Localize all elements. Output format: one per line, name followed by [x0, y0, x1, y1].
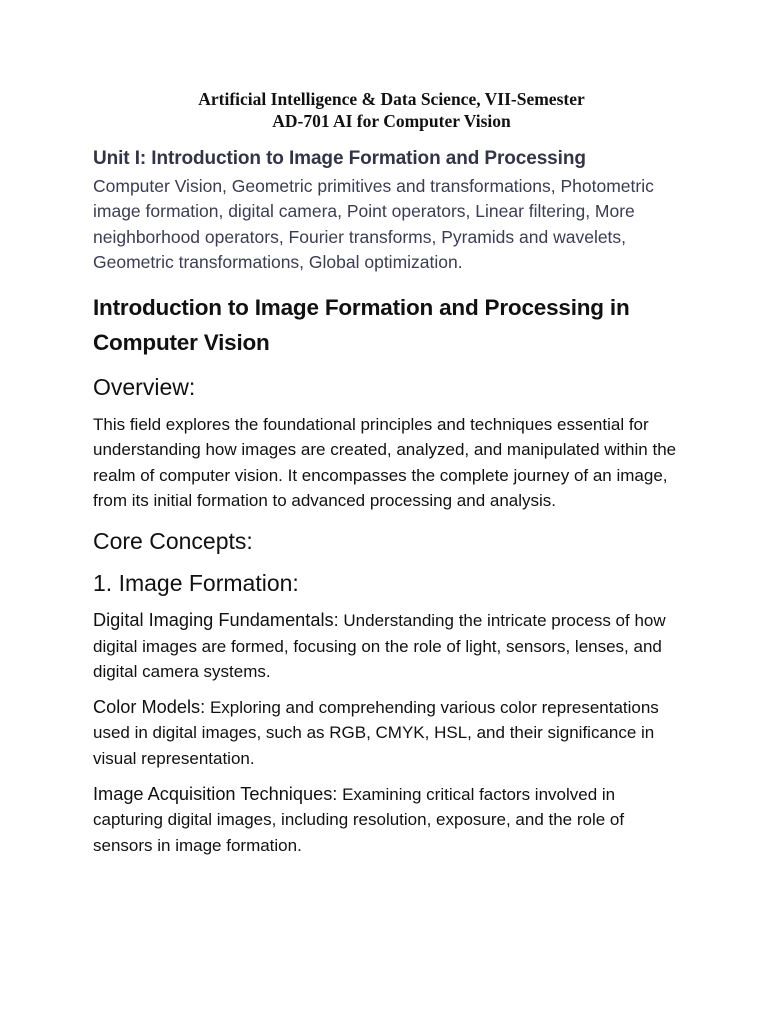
concept-desc: Understanding the intricate process of how digital images are formed, focusing on the role of light, sensors, lenses, and digital camera systems. — [93, 611, 666, 682]
course-header-line2: AD-701 AI for Computer Vision — [272, 111, 511, 131]
main-title: Introduction to Image Formation and Processing in Computer Vision — [93, 294, 630, 355]
core-concepts-heading: Core Concepts: — [93, 528, 253, 554]
concept-item — [93, 782, 682, 859]
overview-heading: Overview: — [93, 373, 196, 400]
course-header-line1: Artificial Intelligence & Data Science, VII-Semester — [198, 89, 585, 109]
concept-desc: Examining critical factors involved in capturing digital images, including resolution, exposure, and the role of sensors in image formation. — [93, 784, 625, 855]
concept-term: Image Acquisition Techniques: — [93, 783, 338, 804]
unit-topics: Computer Vision, Geometric primitives and transformations, Photometric image formation, digital camera, Point operators, Linear filtering, More neighborhood operators, Fourier transforms, Pyramids and wavelets, Geometric transformations, Global optimization. — [93, 176, 654, 273]
course-header — [93, 88, 690, 132]
concept-term: Digital Imaging Fundamentals: — [93, 610, 339, 630]
unit-title: Unit I: Introduction to Image Formation and Processing — [93, 148, 586, 169]
concept-desc: Exploring and comprehending various color representations used in digital images, such as RGB, CMYK, HSL, and their significance in visual representation. — [93, 697, 659, 768]
overview-text: This field explores the foundational principles and techniques essential for understanding how images are created, analyzed, and manipulated within the realm of computer vision. It encompasses the complete journey of an image, from its initial formation to advanced processing and analysis. — [93, 414, 677, 511]
concept-item — [93, 695, 682, 772]
concept-item — [93, 608, 682, 685]
concept-term: Color Models: — [93, 696, 206, 717]
image-formation-heading: 1. Image Formation: — [93, 570, 299, 596]
